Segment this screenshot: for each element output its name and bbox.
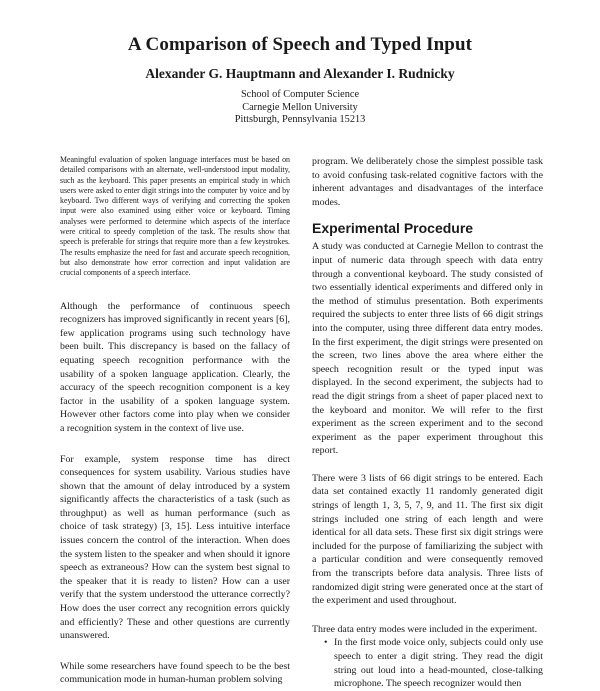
affiliation-block xyxy=(0,89,600,127)
abstract: Meaningful evaluation of spoken language interfaces must be based on detailed comparisons with an alternate, well-understood input modality, such as the keyboard. This paper presents an empirical study in which users were asked to enter digit strings into the computer by voice and by keyboard. Two different ways of verifying and correcting the spoken input were also examined using either voice or keyboard. Timing analyses were performed to determine which aspects of the interface were critical to speedy completion of the task. The results show that speech is preferable for strings that require more than a few keystrokes. The results emphasize the need for fast and accurate speech recognition, but also demonstrate how error correction and input validation are crucial components of a speech interface. xyxy=(60,155,290,278)
left-column xyxy=(60,155,290,687)
affiliation-address: Pittsburgh, Pennsylvania 15213 xyxy=(234,114,366,125)
procedure-paragraph-3: Three data entry modes were included in the experiment. xyxy=(312,623,538,635)
intro-paragraph-2: For example, system response time has direct consequences for system usability. Various studies have shown that the amount of delay introduced by a system significantly affects the characteristics of a task (such as throughput) as well as human performance (such as choice of task strategy) [3, 15]. Less intuitive interface issues concern the control of the interaction. When does the system listen to the speaker and when should it ignore speech as extraneous? How can the system best signal to the speaker that it is ready to listen? How can a user verify that the system understood the utterance correctly? How does the user correct any recognition errors quickly and efficiently? These and other questions are currently unanswered. xyxy=(60,453,290,642)
intro-paragraph-3: While some researchers have found speech to be the best communication mode in human-human problem solving xyxy=(60,660,290,686)
intro-paragraph-1: Although the performance of continuous speech recognizers has improved significantly in recent years [6], few application programs using such technology have been built. This discrepancy is based on the fallacy of equating speech recognition performance with the usability of a spoken language application. Clearly, the accuracy of the speech recognition component is a key factor in the usability of a spoken language system. However other factors come into play when we consider a recognition system in the context of live use. xyxy=(60,300,290,434)
paper-authors: Alexander G. Hauptmann and Alexander I. Rudnicky xyxy=(145,66,455,81)
affiliation-university: Carnegie Mellon University xyxy=(242,101,358,113)
entry-modes-list xyxy=(312,636,543,690)
list-item xyxy=(324,636,543,690)
bullet-icon: • xyxy=(324,637,328,649)
section-heading: Experimental Procedure xyxy=(312,220,474,237)
list-item-text: In the first mode voice only, subjects could only use speech to enter a digit string. They read the digit string out loud into a head-mounted, close-talking microphone. The speech recognizer would then xyxy=(334,637,543,690)
continued-paragraph: program. We deliberately chose the simplest possible task to avoid confusing task-related cognitive factors with the inherent advantages and disadvantages of the interface modes. xyxy=(312,156,543,208)
procedure-paragraph-2: There were 3 lists of 66 digit strings to be entered. Each data set contained exactly 11 randomly generated digit strings of length 1, 3, 5, 7, 9, and 11. The first six digit strings included one string of each length and were identical for all data sets. These first six digit strings were included for the purpose of familiarizing the subject with a particular condition and were consequently removed from the transcripts before data analysis. Three lists of randomized digit string were generated once at the start of the experiment and used throughout. xyxy=(312,472,543,607)
procedure-paragraph-1: A study was conducted at Carnegie Mellon to contrast the input of numeric data through speech with data entry through a conventional keyboard. The study consisted of two essentially identical experiments and differed only in the method of stimulus presentation. Both experiments required the subjects to enter three lists of 66 digit strings into the computer, using three different data entry modes. In the first experiment, the digit strings were presented on the screen, two lines above the area where either the speech recognition result or the typed input was displayed. In the second experiment, the subjects had to read the digit strings from a sheet of paper placed next to the keyboard and monitor. We will refer to the first experiment as the screen experiment and to the second experiment as the paper experiment throughout this report. xyxy=(312,241,543,457)
affiliation-school: School of Computer Science xyxy=(240,89,360,100)
right-column xyxy=(312,155,543,691)
paper-title: A Comparison of Speech and Typed Input xyxy=(127,34,473,55)
